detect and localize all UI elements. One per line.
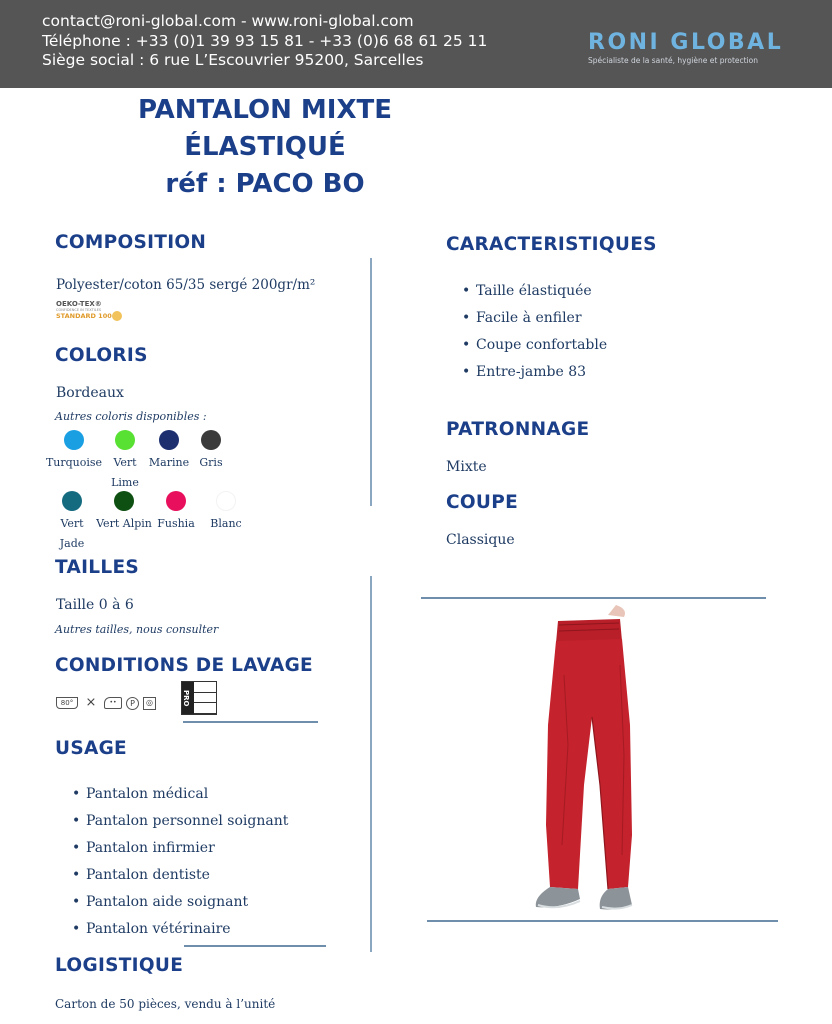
list-item: • Pantalon médical: [70, 781, 288, 808]
title-line-2: ÉLASTIQUÉ: [184, 132, 346, 162]
contact-address: Siège social : 6 rue L’Escouvrier 95200, Sarcelles: [42, 51, 424, 69]
swatch-label: Vert Alpin: [96, 517, 152, 530]
swatch-vert-jade: [42, 491, 102, 554]
oeko-tex-label: [56, 300, 126, 322]
iron-icon: ••: [104, 697, 122, 709]
tailles-heading: TAILLES: [55, 557, 140, 578]
coloris-heading: COLORIS: [55, 345, 148, 366]
oeko-line-2: CONFIDENCE IN TEXTILES: [56, 308, 102, 312]
usage-heading: USAGE: [55, 738, 127, 759]
oeko-line-3: STANDARD 100: [56, 312, 112, 320]
title-line-1: PANTALON MIXTE: [137, 95, 393, 125]
contact-block: [42, 12, 487, 71]
wash-80-icon: 80°: [56, 697, 78, 709]
page-header: [0, 0, 832, 88]
contact-phone: Téléphone : +33 (0)1 39 93 15 81 - +33 (0)6 68 61 25 11: [42, 31, 488, 50]
tailles-note: Autres tailles, nous consulter: [55, 623, 219, 636]
logistique-text: Carton de 50 pièces, vendu à l’unité: [55, 997, 276, 1011]
logo-tagline: Spécialiste de la santé, hygiène et protection: [588, 56, 759, 65]
product-title: [100, 92, 430, 203]
swatch-vert-alpin: [94, 491, 154, 534]
caracteristiques-list: [460, 278, 607, 386]
swatch-dot: [166, 491, 186, 511]
list-item: • Pantalon infirmier: [70, 835, 288, 862]
list-item: • Entre-jambe 83: [460, 359, 607, 386]
list-item: • Facile à enfiler: [460, 305, 607, 332]
list-item: • Pantalon vétérinaire: [70, 916, 288, 943]
tailles-text: Taille 0 à 6: [56, 597, 134, 613]
swatch-dot: [62, 491, 82, 511]
composition-text: Polyester/coton 65/35 sergé 200gr/m²: [56, 277, 316, 293]
coloris-others-label: Autres coloris disponibles :: [55, 410, 207, 423]
swatch-label: Vert Lime: [111, 456, 139, 489]
pro-text: PRO: [182, 682, 194, 714]
swatch-dot: [114, 491, 134, 511]
swatch-dot: [201, 430, 221, 450]
swatch-label: Gris: [199, 456, 223, 469]
wash-symbols: [56, 694, 156, 712]
lavage-heading: CONDITIONS DE LAVAGE: [55, 655, 313, 676]
list-item: • Pantalon dentiste: [70, 862, 288, 889]
logo-name: RONI GLOBAL: [588, 30, 784, 55]
tumble-dry-icon: ◎: [143, 697, 156, 710]
swatch-dot: [115, 430, 135, 450]
swatch-dot: [216, 491, 236, 511]
composition-heading: COMPOSITION: [55, 232, 207, 253]
no-bleach-icon: ⨯: [85, 695, 97, 710]
list-item: • Taille élastiquée: [460, 278, 607, 305]
caracteristiques-heading: CARACTERISTIQUES: [446, 234, 657, 255]
swatch-label: Fushia: [157, 517, 195, 530]
swatch-dot: [64, 430, 84, 450]
swatch-label: Turquoise: [45, 456, 103, 469]
list-item: • Pantalon aide soignant: [70, 889, 288, 916]
swatch-label: Blanc: [210, 517, 242, 530]
image-bottom-divider: [427, 920, 778, 922]
image-top-divider: [421, 597, 766, 599]
list-item: • Coupe confortable: [460, 332, 607, 359]
swatch-blanc: [196, 491, 256, 534]
coupe-text: Classique: [446, 532, 515, 548]
patronnage-text: Mixte: [446, 459, 487, 475]
dry-clean-p-icon: P: [126, 697, 139, 710]
pro-grid: [194, 682, 216, 714]
column-divider-top: [370, 258, 372, 506]
oeko-sun-icon: [112, 311, 122, 321]
contact-email-web: contact@roni-global.com - www.roni-global.com: [42, 12, 414, 30]
swatch-label: Vert Jade: [59, 517, 85, 550]
usage-divider: [184, 945, 326, 947]
patronnage-heading: PATRONNAGE: [446, 419, 590, 440]
product-image-pants: [528, 605, 648, 913]
roni-global-logo: [588, 30, 798, 65]
list-item: • Pantalon personnel soignant: [70, 808, 288, 835]
oeko-line-1: OEKO-TEX®: [56, 300, 102, 308]
swatch-gris: [181, 430, 241, 473]
usage-list: [70, 781, 288, 943]
lavage-divider: [183, 721, 318, 723]
logistique-heading: LOGISTIQUE: [55, 955, 184, 976]
column-divider-bottom: [370, 576, 372, 952]
swatch-dot: [159, 430, 179, 450]
coupe-heading: COUPE: [446, 492, 519, 513]
pro-label-icon: [181, 681, 217, 715]
swatch-label: Marine: [148, 456, 190, 469]
coloris-current: Bordeaux: [56, 385, 124, 401]
title-line-3: réf : PACO BO: [165, 169, 365, 199]
